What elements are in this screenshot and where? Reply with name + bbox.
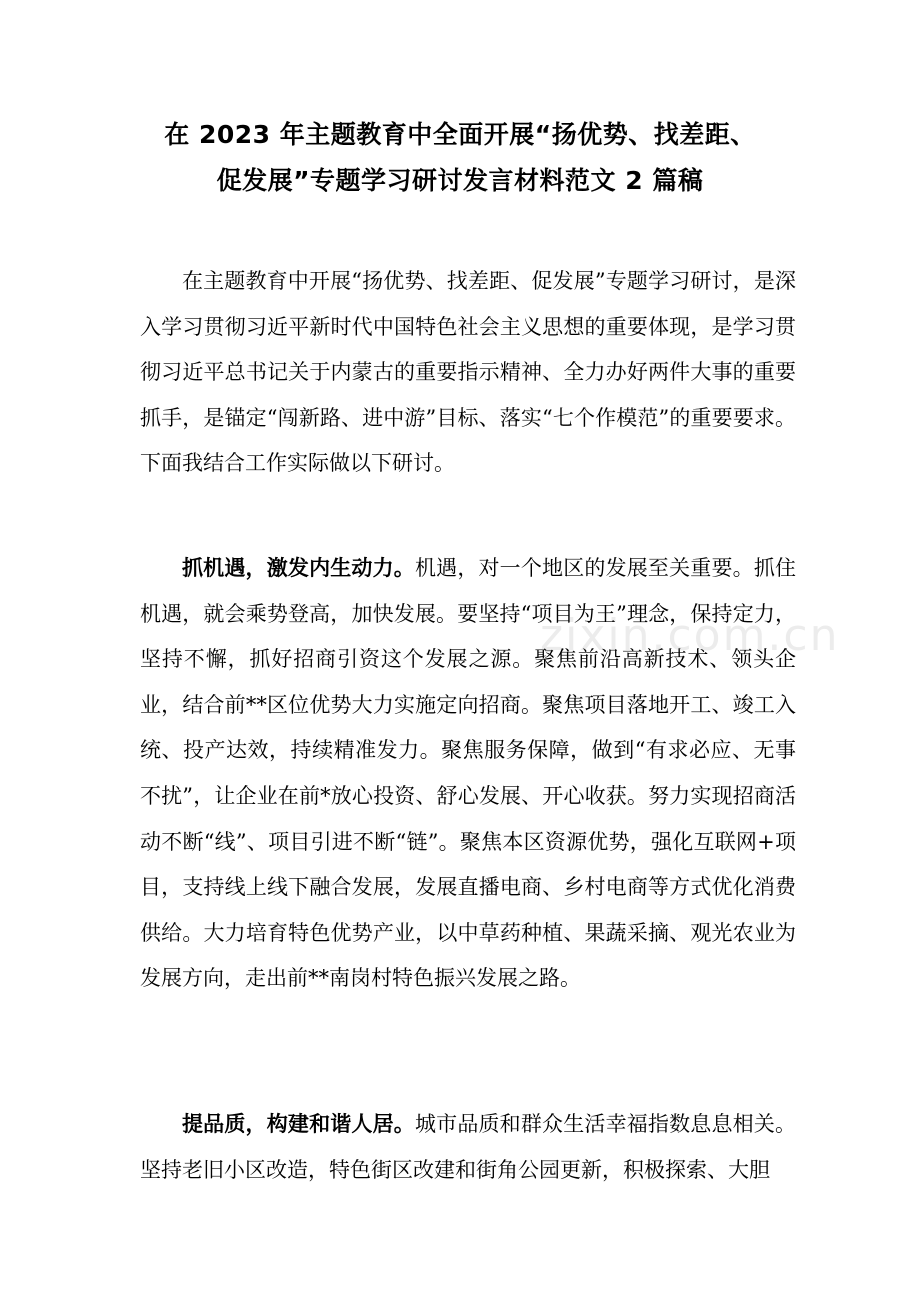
title-line-2: 促发展”专题学习研讨发言材料范文 2 篇稿: [216, 166, 704, 195]
title-line-1: 在 2023 年主题教育中全面开展“扬优势、找差距、: [164, 120, 756, 149]
watermark-text: zixin.com.cn: [540, 610, 840, 661]
document-title: [120, 112, 800, 204]
paragraph-opportunity: [140, 546, 796, 1002]
paragraph-quality-body: 城市品质和群众生活幸福指数息息相关。坚持老旧小区改造，特色街区改建和街角公园更新，积极探索、大胆: [140, 1112, 797, 1182]
paragraph-quality-heading: 提品质，构建和谐人居。: [182, 1112, 415, 1136]
paragraph-opportunity-heading: 抓机遇，激发内生动力。: [182, 556, 415, 580]
paragraph-quality: [140, 1102, 796, 1193]
paragraph-intro: 在主题教育中开展“扬优势、找差距、促发展”专题学习研讨，是深入学习贯彻习近平新时代中国特色社会主义思想的重要体现，是学习贯彻习近平总书记关于内蒙古的重要指示精神、全力办好两件大事的重要抓手，是锚定“闯新路、进中游”目标、落实“七个作模范”的重要要求。下面我结合工作实际做以下研讨。: [140, 269, 796, 476]
paragraph-opportunity-body: 机遇，对一个地区的发展至关重要。抓住机遇，就会乘势登高，加快发展。要坚持“项目为王”理念，保持定力，坚持不懈，抓好招商引资这个发展之源。聚焦前沿高新技术、领头企业，结合前**区位优势大力实施定向招商。聚焦项目落地开工、竣工入统、投产达效，持续精准发力。聚焦服务保障，做到“有求必应、无事不扰”，让企业在前*放心投资、舒心发展、开心收获。努力实现招商活动不断“线”、项目引进不断“链”。聚焦本区资源优势，强化互联网+项目，支持线上线下融合发展，发展直播电商、乡村电商等方式优化消费供给。大力培育特色优势产业，以中草药种植、果蔬采摘、观光农业为发展方向，走出前**南岗村特色振兴发展之路。: [140, 556, 797, 991]
